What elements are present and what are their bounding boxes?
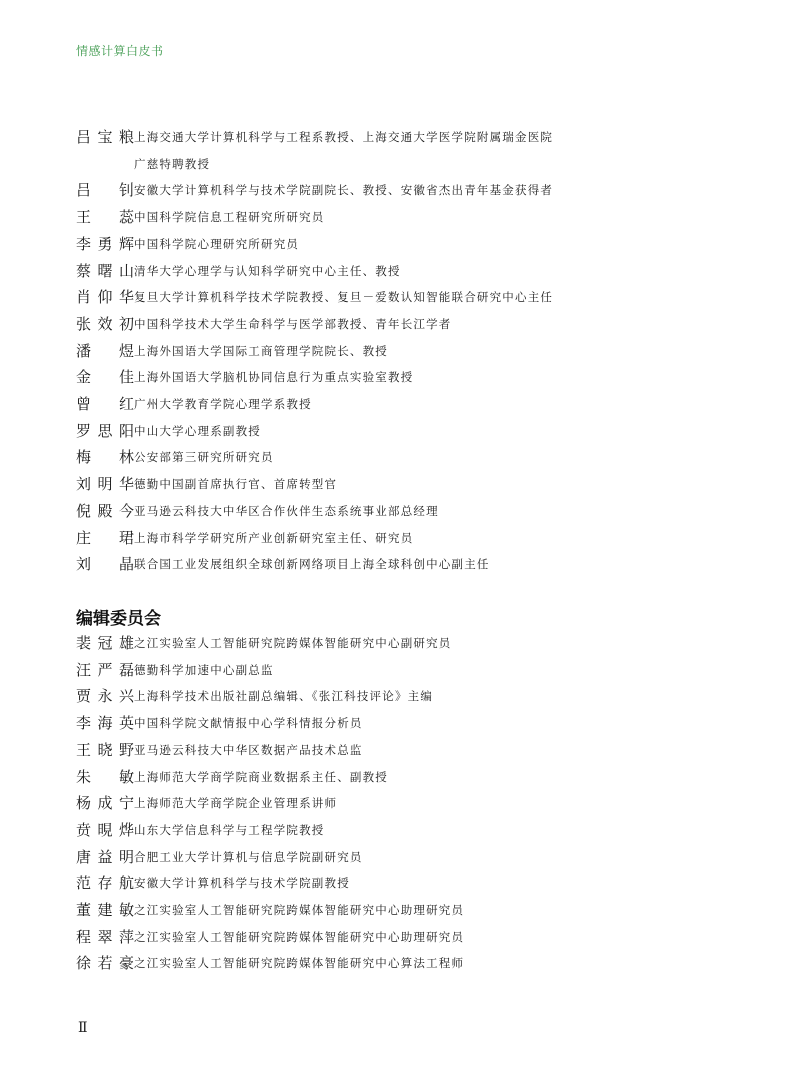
member-title: 安徽大学计算机科学与技术学院副院长、教授、安徽省杰出青年基金获得者 <box>134 183 554 198</box>
list-item <box>76 391 716 418</box>
member-title: 安徽大学计算机科学与技术学院副教授 <box>134 876 350 891</box>
list-item <box>76 817 716 844</box>
member-title: 中国科学院文献情报中心学科情报分析员 <box>134 716 363 731</box>
member-name: 张效初 <box>76 314 134 333</box>
member-title: 中国科学院心理研究所研究员 <box>134 236 300 251</box>
list-item <box>76 124 716 177</box>
member-title: 上海师范大学商学院企业管理系讲师 <box>134 796 338 811</box>
list-item <box>76 471 716 498</box>
list-item <box>76 284 716 311</box>
member-name: 朱 敏 <box>76 767 134 786</box>
list-item <box>76 204 716 231</box>
member-name: 范存航 <box>76 874 134 893</box>
member-title: 之江实验室人工智能研究院跨媒体智能研究中心助理研究员 <box>134 903 465 918</box>
member-name: 倪殿今 <box>76 501 134 520</box>
member-title: 上海科学技术出版社副总编辑、《张江科技评论》主编 <box>134 689 434 704</box>
list-item <box>76 525 716 552</box>
member-title: 亚马逊云科技大中华区合作伙伴生态系统事业部总经理 <box>134 503 439 518</box>
member-name: 金 佳 <box>76 368 134 387</box>
member-title: 之江实验室人工智能研究院跨媒体智能研究中心助理研究员 <box>134 929 465 944</box>
list-item <box>76 551 716 578</box>
member-name: 刘明华 <box>76 475 134 494</box>
member-name: 吕 钊 <box>76 181 134 200</box>
member-name: 汪严磊 <box>76 660 134 679</box>
member-name: 裴冠雄 <box>76 634 134 652</box>
member-title: 亚马逊云科技大中华区数据产品技术总监 <box>134 742 363 757</box>
editorial-list <box>76 630 716 977</box>
list-item <box>76 683 716 710</box>
list-item <box>76 498 716 525</box>
member-name: 李勇辉 <box>76 234 134 253</box>
member-title: 上海市科学学研究所产业创新研究室主任、研究员 <box>134 530 414 545</box>
member-name: 肖仰华 <box>76 288 134 307</box>
member-name: 曾 红 <box>76 395 134 414</box>
list-item <box>76 897 716 924</box>
list-item <box>76 870 716 897</box>
member-title: 之江实验室人工智能研究院跨媒体智能研究中心算法工程师 <box>134 956 465 971</box>
member-title: 复旦大学计算机科学技术学院教授、复旦－爱数认知智能联合研究中心主任 <box>134 290 554 305</box>
member-name: 董建敏 <box>76 901 134 920</box>
member-title: 联合国工业发展组织全球创新网络项目上海全球科创中心副主任 <box>134 557 490 572</box>
page-number: Ⅱ <box>78 1020 88 1036</box>
member-title: 德勤中国副首席执行官、首席转型官 <box>134 477 338 492</box>
list-item <box>76 444 716 471</box>
member-name: 庄 珺 <box>76 528 134 547</box>
member-name: 贾永兴 <box>76 687 134 706</box>
member-title: 中国科学院信息工程研究所研究员 <box>134 210 325 225</box>
list-item <box>76 630 716 657</box>
member-name: 王 蕊 <box>76 208 134 227</box>
list-item <box>76 950 716 977</box>
member-name: 梅 林 <box>76 448 134 467</box>
list-item <box>76 418 716 445</box>
member-name: 王晓野 <box>76 740 134 759</box>
running-header: 情感计算白皮书 <box>76 44 164 58</box>
member-name: 罗思阳 <box>76 421 134 440</box>
member-title: 之江实验室人工智能研究院跨媒体智能研究中心副研究员 <box>134 636 452 650</box>
member-title: 中国科学技术大学生命科学与医学部教授、青年长江学者 <box>134 316 452 331</box>
list-item <box>76 311 716 338</box>
member-title: 公安部第三研究所研究员 <box>134 450 274 465</box>
list-item <box>76 924 716 951</box>
list-item <box>76 177 716 204</box>
list-item <box>76 737 716 764</box>
member-name: 徐若豪 <box>76 954 134 973</box>
member-name: 李海英 <box>76 714 134 733</box>
member-title: 清华大学心理学与认知科学研究中心主任、教授 <box>134 263 401 278</box>
member-title: 上海外国语大学脑机协同信息行为重点实验室教授 <box>134 370 414 385</box>
member-title: 德勤科学加速中心副总监 <box>134 662 274 677</box>
member-name: 杨成宁 <box>76 794 134 813</box>
list-item <box>76 338 716 365</box>
member-name: 潘 煜 <box>76 341 134 360</box>
member-name: 贲晛烨 <box>76 820 134 839</box>
member-title: 广州大学教育学院心理学系教授 <box>134 397 312 412</box>
list-item <box>76 657 716 684</box>
member-name: 程翠萍 <box>76 927 134 946</box>
list-item <box>76 231 716 258</box>
list-item <box>76 844 716 871</box>
list-item <box>76 790 716 817</box>
list-item <box>76 710 716 737</box>
member-title: 上海交通大学计算机科学与工程系教授、上海交通大学医学院附属瑞金医院 广慈特聘教授 <box>134 130 554 171</box>
member-title: 上海师范大学商学院商业数据系主任、副教授 <box>134 769 388 784</box>
member-name: 蔡曙山 <box>76 261 134 280</box>
list-item <box>76 258 716 285</box>
list-item <box>76 364 716 391</box>
member-name: 吕宝粮 <box>76 128 134 146</box>
member-title: 山东大学信息科学与工程学院教授 <box>134 822 325 837</box>
member-title: 合肥工业大学计算机与信息学院副研究员 <box>134 849 363 864</box>
member-name: 刘 晶 <box>76 555 134 574</box>
advisor-list <box>76 124 716 578</box>
member-title: 中山大学心理系副教授 <box>134 423 261 438</box>
list-item <box>76 764 716 791</box>
section-heading-editorial: 编辑委员会 <box>76 609 161 629</box>
member-title: 上海外国语大学国际工商管理学院院长、教授 <box>134 343 388 358</box>
member-name: 唐益明 <box>76 847 134 866</box>
